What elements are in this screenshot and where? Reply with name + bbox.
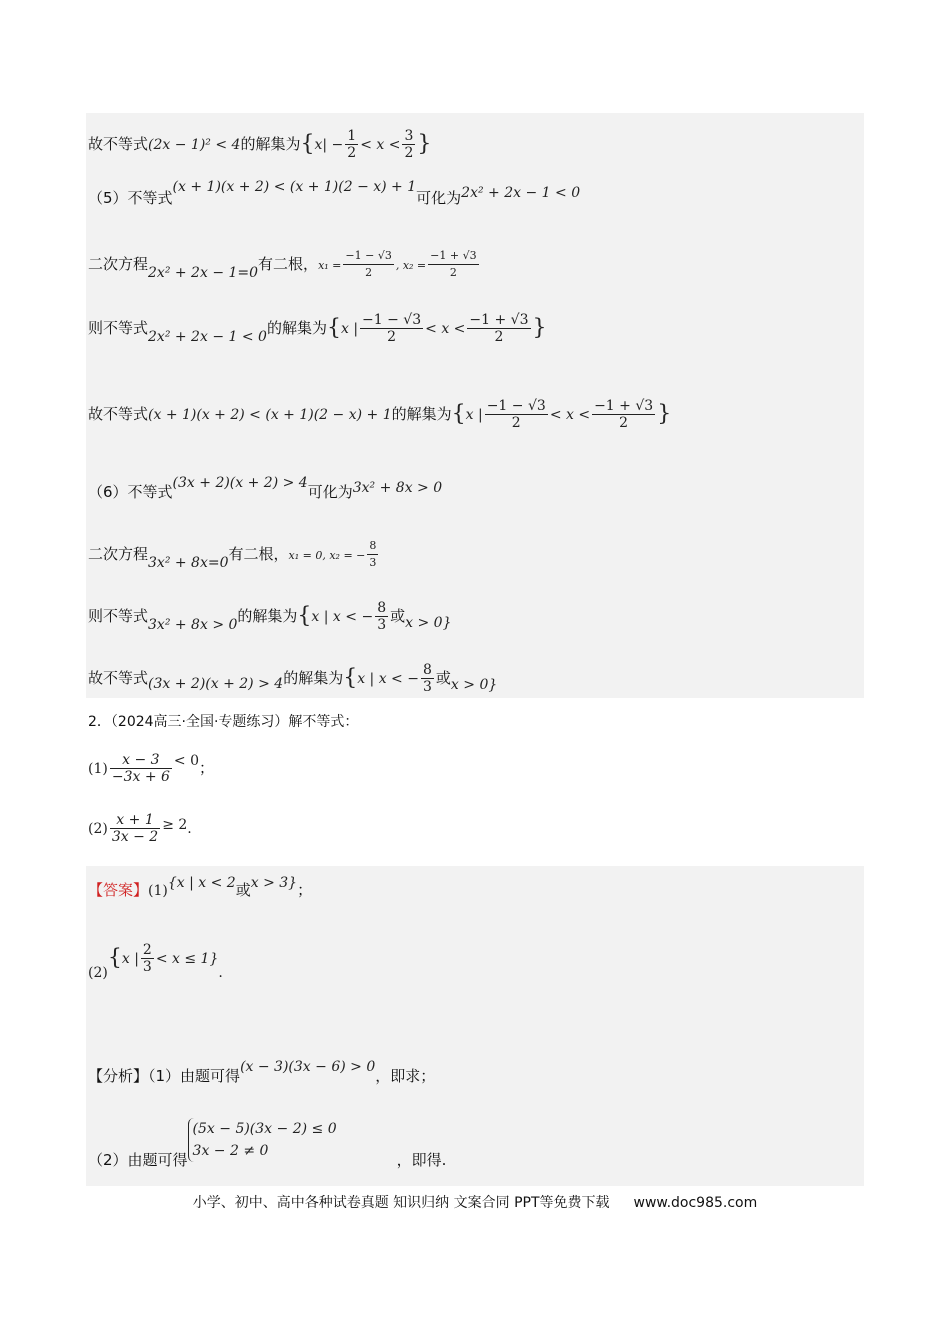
text: 可化为 xyxy=(307,483,353,501)
sol-line-2 xyxy=(88,179,581,209)
question-2-part-2: (2) $\frac{x + 1}{3x - 2}$ ≥ 2. xyxy=(88,812,192,845)
text: 的解集为 xyxy=(391,405,452,423)
math-expr: (3x + 2)(x + 2) > 4 xyxy=(172,475,308,491)
sol-line-3 xyxy=(88,248,481,281)
sol-line-4: 则不等式2x² + 2x − 1 < 0的解集为{x | $\frac{-1 - √3}{2}$ < x < $\frac{-1 + √3}{2}$ } xyxy=(88,312,547,345)
sol-line-9: 故不等式(3x + 2)(x + 2) > 4的解集为{x | x < − $\frac{8}{3}$ 或x > 0} xyxy=(88,662,498,695)
question-2-part-1: (1) $\frac{x - 3}{-3x + 6}$ < 0； xyxy=(88,752,215,785)
fraction: $\frac{3}{2}$ xyxy=(404,128,414,161)
sol-line-8: 则不等式3x² + 8x > 0的解集为{x | x < − $\frac{8}{3}$ 或x > 0} xyxy=(88,600,452,633)
analysis-tag: 【分析】 xyxy=(88,1067,149,1085)
math-expr: 3x² + 8x > 0 xyxy=(148,617,238,633)
math-expr: x₁ = xyxy=(318,259,342,272)
math-expr: 2x² + 2x − 1 < 0 xyxy=(461,185,581,201)
sol-line-1: 故不等式(2x − 1)² < 4的解集为{x| − $\frac{1}{2}$ < x < $\frac{3}{2}$ } xyxy=(88,128,432,161)
math-expr: (x + 1)(x + 2) < (x + 1)(2 − x) + 1 xyxy=(148,407,392,423)
analysis-line-1: 【分析】（1）由题可得(x − 3)(3x − 6) > 0，即求； xyxy=(88,1059,436,1085)
sol-line-6 xyxy=(88,475,443,503)
math-expr: 3x² + 8x > 0 xyxy=(352,480,443,496)
fraction: $\frac{8}{3}$ xyxy=(422,662,432,695)
math-expr: x > 3} xyxy=(250,875,298,891)
text: 故不等式 xyxy=(88,135,149,153)
math-expr: < x ≤ 1} xyxy=(155,951,219,967)
text: 故不等式 xyxy=(88,669,149,687)
fraction: $\frac{x + 1}{3x - 2}$ xyxy=(111,812,159,845)
fraction: $\frac{8}{3}$ xyxy=(369,539,377,569)
math-expr: (x + 1)(x + 2) < (x + 1)(2 − x) + 1 xyxy=(172,179,417,195)
fraction: $\frac{-1 + √3}{2}$ xyxy=(430,249,477,279)
fraction: $\frac{-1 - √3}{2}$ xyxy=(486,398,546,431)
question-2-title: 2．（2024高三·全国·专题练习）解不等式： xyxy=(88,714,359,730)
text: 或 xyxy=(435,669,451,687)
text: 则不等式 xyxy=(88,607,149,625)
answer-line-1: 【答案】(1){x | x < 2或x > 3}； xyxy=(88,875,313,899)
math-expr: 2x² + 2x − 1=0 xyxy=(148,265,259,281)
math-expr: x > 0} xyxy=(405,615,452,631)
item-label: （6）不等式 xyxy=(88,483,173,501)
math-expr: (3x + 2)(x + 2) > 4 xyxy=(148,676,284,692)
footer-text: 小学、初中、高中各种试卷真题 知识归纳 文案合同 PPT等免费下载 xyxy=(192,1195,610,1211)
math-expr: , x₂ = xyxy=(395,259,427,272)
text: 或 xyxy=(390,607,406,625)
math-expr: (x − 3)(3x − 6) > 0 xyxy=(240,1059,376,1075)
text: 有二根， xyxy=(228,545,289,563)
fraction: $\frac{-1 - √3}{2}$ xyxy=(362,312,422,345)
fraction: $\frac{-1 + √3}{2}$ xyxy=(469,312,529,345)
fraction: $\frac{8}{3}$ xyxy=(377,600,387,633)
text: 的解集为 xyxy=(240,135,301,153)
math-expr: x > 0} xyxy=(450,677,498,693)
fraction: $\frac{x - 3}{-3x + 6}$ xyxy=(111,752,170,785)
math-expr: (2x − 1)² < 4 xyxy=(148,137,241,153)
fraction: $\frac{2}{3}$ xyxy=(142,942,152,975)
text: 的解集为 xyxy=(283,669,344,687)
answer-line-2: (2){x | $\frac{2}{3}$ < x ≤ 1}. xyxy=(88,942,223,981)
text: 二次方程 xyxy=(88,545,149,563)
text: 则不等式 xyxy=(88,319,149,337)
math-expr: x₁ = 0, x₂ = − xyxy=(288,549,366,562)
sol-line-7 xyxy=(88,538,380,571)
math-expr: 2x² + 2x − 1 < 0 xyxy=(148,329,267,345)
text: 可化为 xyxy=(416,189,462,207)
math-var: x xyxy=(314,137,323,153)
fraction: $\frac{-1 - √3}{2}$ xyxy=(345,249,392,279)
fraction: $\frac{-1 + √3}{2}$ xyxy=(594,398,654,431)
text: 有二根， xyxy=(258,255,319,273)
fraction: $\frac{1}{2}$ xyxy=(347,128,357,161)
math-expr: {x | x < 2 xyxy=(167,875,236,891)
equation-system: (5x − 5)(3x − 2) ≤ 0 3x − 2 ≠ 0 xyxy=(188,1118,337,1162)
text: 的解集为 xyxy=(237,607,298,625)
sol-line-5: 故不等式(x + 1)(x + 2) < (x + 1)(2 − x) + 1的解集为{x | $\frac{-1 - √3}{2}$ < x < $\frac{-1 + √3}{2}$ } xyxy=(88,398,672,431)
analysis-line-2: （2）由题可得 (5x − 5)(3x − 2) ≤ 0 3x − 2 ≠ 0 ，即得. xyxy=(88,1118,446,1162)
item-label: （5）不等式 xyxy=(88,189,173,207)
footer-url[interactable]: www.doc985.com xyxy=(633,1195,758,1211)
text: 的解集为 xyxy=(266,319,327,337)
text: 故不等式 xyxy=(88,405,149,423)
answer-tag: 【答案】 xyxy=(88,881,149,899)
math-expr: 3x² + 8x=0 xyxy=(148,555,229,571)
page-footer xyxy=(0,1192,950,1212)
text: 二次方程 xyxy=(88,255,149,273)
